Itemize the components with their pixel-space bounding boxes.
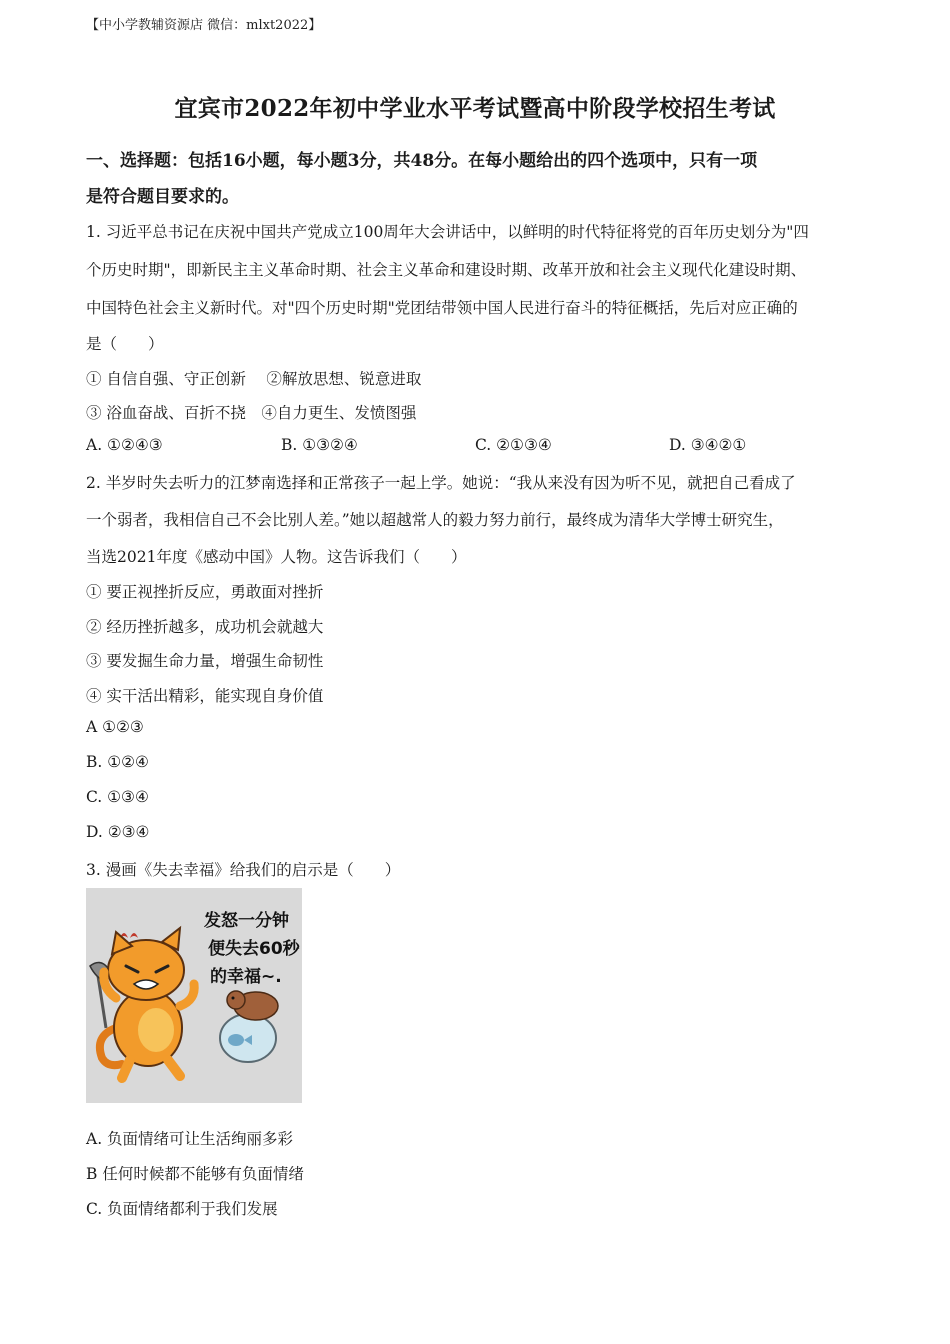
comic-text-line-2: 便失去60秒 (208, 939, 300, 959)
q1-stem-line-1: 1. 习近平总书记在庆祝中国共产党成立100周年大会讲话中，以鲜明的时代特征将党的百年历史划分为"四 (86, 223, 809, 241)
q2-stem-line-2: 一个弱者，我相信自己不会比别人差。”她以超越常人的毅力努力前行，最终成为清华大学博士研究生， (86, 511, 784, 529)
q3-option-b: B 任何时候都不能够有负面情绪 (86, 1165, 304, 1183)
page-title: 宜宾市2022年初中学业水平考试暨高中阶段学校招生考试 (174, 95, 776, 122)
q1-stem-line-3: 中国特色社会主义新时代。对"四个历史时期"党团结带领中国人民进行奋斗的特征概括，先后对应正确的 (86, 299, 798, 317)
q2-stem-line-1: 2. 半岁时失去听力的江梦南选择和正常孩子一起上学。她说：“我从来没有因为听不见，就把自己看成了 (86, 474, 796, 492)
comic-text-line-1: 发怒一分钟 (204, 911, 289, 931)
section-heading-line-2: 是符合题目要求的。 (86, 187, 239, 207)
q1-stem-line-2: 个历史时期"，即新民主主义革命时期、社会主义革命和建设时期、改革开放和社会主义现代化建设时期、 (86, 261, 807, 279)
q1-option-b: B. ①③②④ (281, 436, 358, 454)
q2-item-line-2: ② 经历挫折越多，成功机会就越大 (86, 618, 324, 636)
q3-stem: 3. 漫画《失去幸福》给我们的启示是（ ） (86, 861, 401, 879)
watermark: 【中小学教辅资源店 微信：mlxt2022】 (86, 18, 322, 33)
q3-option-a: A. 负面情绪可让生活绚丽多彩 (86, 1130, 294, 1148)
q2-stem-line-3: 当选2021年度《感动中国》人物。这告诉我们（ ） (86, 548, 467, 566)
comic-image (86, 888, 302, 1103)
q1-stem-line-4: 是（ ） (86, 335, 164, 353)
q2-option-d: D. ②③④ (86, 823, 150, 841)
q3-option-c: C. 负面情绪都利于我们发展 (86, 1200, 278, 1218)
q2-item-line-1: ① 要正视挫折反应，勇敢面对挫折 (86, 583, 324, 601)
q2-option-b: B. ①②④ (86, 753, 149, 771)
q1-option-a: A. ①②④③ (86, 436, 163, 454)
section-heading-line-1: 一、选择题：包括16小题，每小题3分，共48分。在每小题给出的四个选项中，只有一项 (86, 151, 758, 171)
q1-item-line-1: ① 自信自强、守正创新 ②解放思想、锐意进取 (86, 370, 422, 388)
q2-item-line-4: ④ 实干活出精彩，能实现自身价值 (86, 687, 324, 705)
fishbowl-icon (220, 1014, 276, 1062)
q1-item-line-2: ③ 浴血奋战、百折不挠 ④自力更生、发愤图强 (86, 404, 417, 422)
q2-option-a: A ①②③ (86, 718, 144, 736)
comic-text-line-3: 的幸福~. (210, 967, 282, 987)
q1-option-c: C. ②①③④ (475, 436, 552, 454)
q2-item-line-3: ③ 要发掘生命力量，增强生命韧性 (86, 652, 324, 670)
q2-option-c: C. ①③④ (86, 788, 149, 806)
q1-option-d: D. ③④②① (669, 436, 747, 454)
